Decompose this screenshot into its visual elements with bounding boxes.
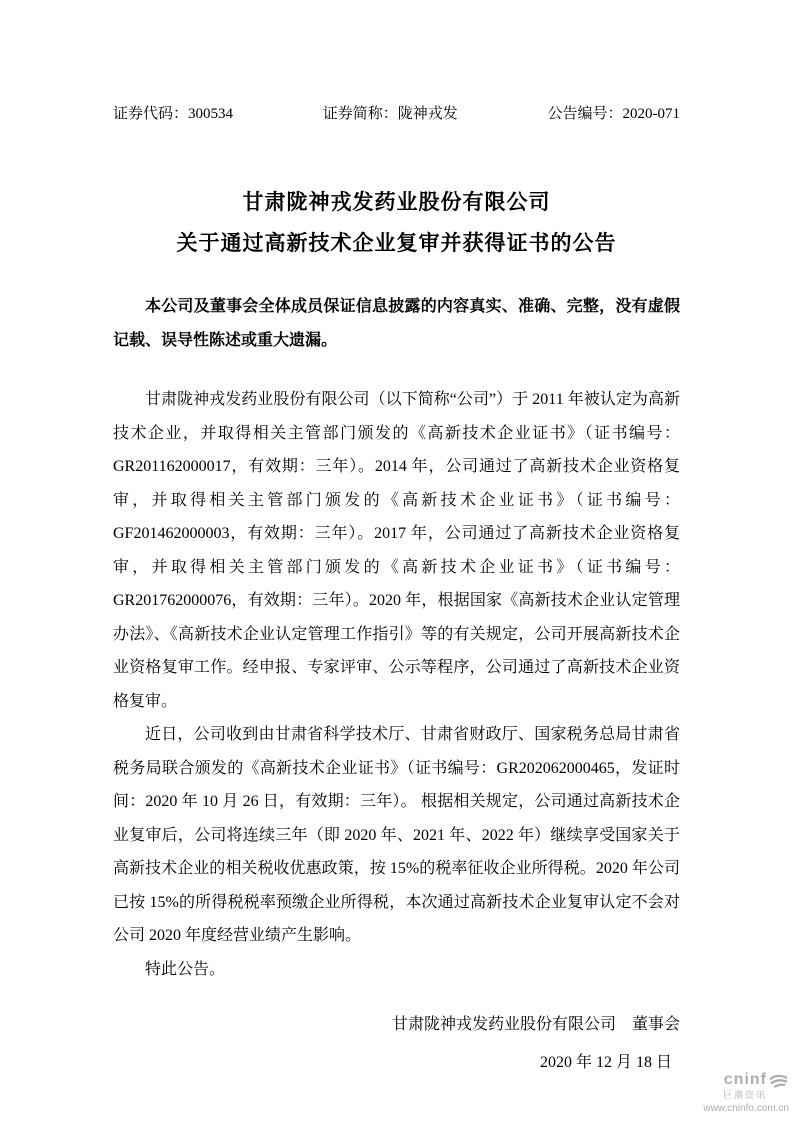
signature-date: 2020 年 12 月 18 日: [539, 1054, 672, 1071]
cninfo-brand-cn: 巨潮资讯: [722, 1090, 767, 1101]
title-line-company: 甘肃陇神戎发药业股份有限公司: [242, 191, 551, 214]
cninfo-logo-text: cninf: [723, 1070, 767, 1088]
cninfo-watermark: [703, 1069, 789, 1114]
stock-code: 证券代码：300534: [113, 106, 234, 122]
title-line-subject: 关于通过高新技术企业复审并获得证书的公告: [176, 232, 617, 255]
document-body: [113, 383, 680, 986]
signature-block: [113, 1006, 680, 1082]
cninfo-logo-row: [724, 1069, 789, 1090]
paragraph-certificate: 近日，公司收到由甘肃省科学技术厅、甘肃省财政厅、国家税务总局甘肃省税务局联合颁发的《高新技术企业证书》（证书编号：GR202062000465，发证时间：2020 年 10 月 26 日，有效期：三年）。 根据相关规定，公司通过高新技术企业复审后，公司将连续三年（即 2020 年、2021 年、2022 年）继续享受国家关于高新技术企业的相关税收优惠政策，按 15%的税率征收企业所得税。2020 年公司已按 15%的所得税税率预缴企业所得税，本次通过高新技术企业复审认定不会对公司 2020 年度经营业绩产生影响。: [113, 726, 680, 944]
paragraph-closing: 特此公告。: [145, 960, 226, 978]
stock-name: 证券简称：陇神戎发: [322, 106, 458, 122]
cninfo-swirl-icon: [768, 1069, 789, 1090]
paragraph-history: 甘肃陇神戎发药业股份有限公司（以下简称“公司”）于 2011 年被认定为高新技术企业，并取得相关主管部门颁发的《高新技术企业证书》（证书编号：GR201162000017，有效期：三年）。2014 年，公司通过了高新技术企业资格复审，并取得相关主管部门颁发的《高新技术企业证书》（证书编号：GF201462000003，有效期：三年）。2017 年，公司通过了高新技术企业资格复审，并取得相关主管部门颁发的《高新技术企业证书》（证书编号：GR201762000076，有效期：三年）。2020 年，根据国家《高新技术企业认定管理办法》、《高新技术企业认定管理工作指引》等的有关规定，公司开展高新技术企业资格复审工作。经申报、专家评审、公示等程序，公司通过了高新技术企业资格复审。: [113, 391, 680, 710]
document-title: [113, 182, 680, 264]
signature-company: 甘肃陇神戎发药业股份有限公司 董事会: [391, 1016, 680, 1033]
document-header: [113, 104, 680, 124]
cninfo-url: www.cninfo.com.cn: [703, 1103, 789, 1114]
board-declaration: 本公司及董事会全体成员保证信息披露的内容真实、准确、完整，没有虚假记载、误导性陈述或重大遗漏。: [113, 298, 680, 349]
announcement-number: 公告编号：2020-071: [547, 106, 680, 122]
